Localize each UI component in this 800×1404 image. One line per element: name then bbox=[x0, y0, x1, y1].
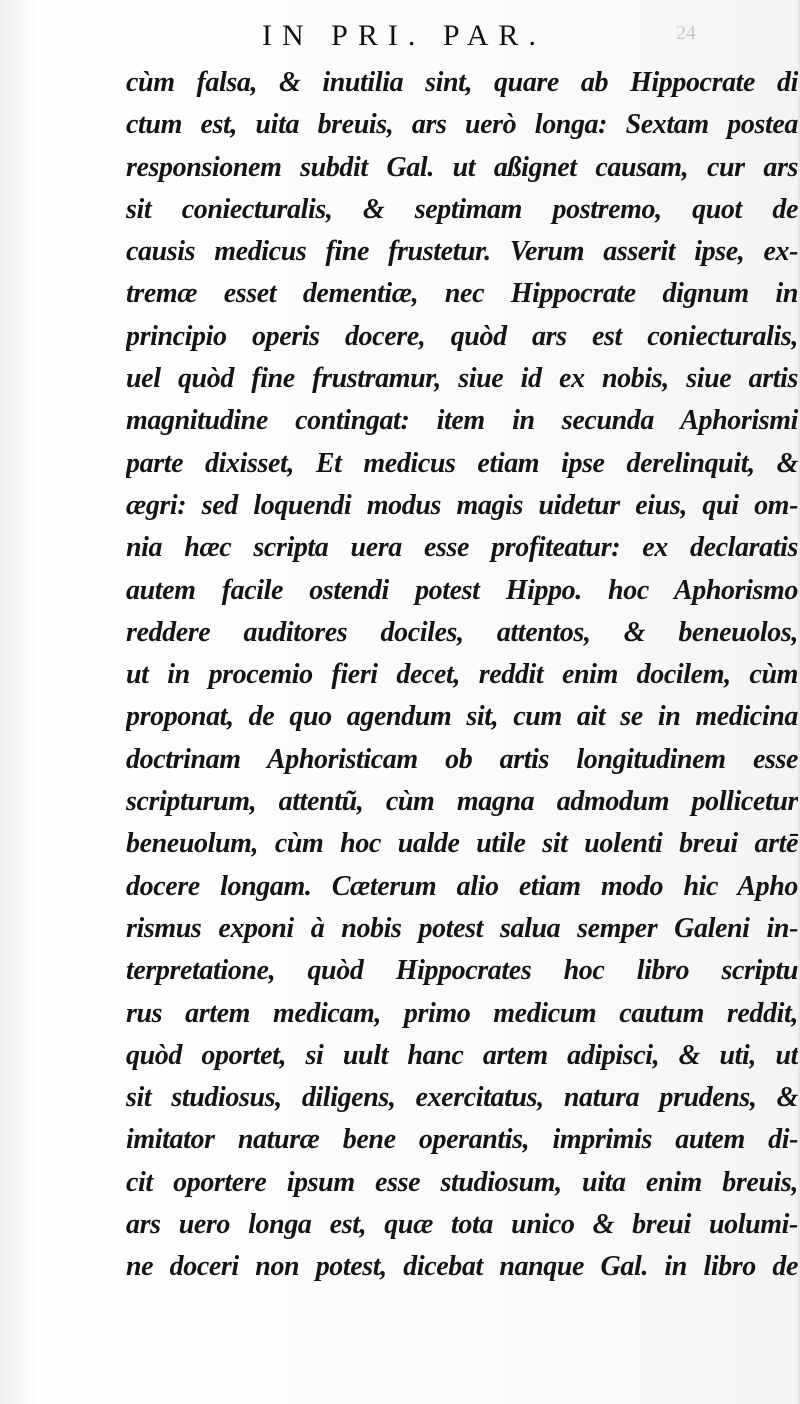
text-line: imitator naturæ bene operantis, imprimis autem di- bbox=[126, 1124, 798, 1156]
running-head: IN PRI. PAR. bbox=[262, 19, 546, 52]
text-line: rus artem medicam, primo medicum cautum reddit, bbox=[126, 997, 798, 1029]
text-line: tremæ esset dementiæ, nec Hippocrate dignum in bbox=[126, 278, 798, 310]
text-line: scripturum, attentũ, cùm magna admodum pollicetur bbox=[126, 786, 798, 818]
text-line: cit oportere ipsum esse studiosum, uita enim breuis, bbox=[126, 1166, 798, 1198]
text-line: autem facile ostendi potest Hippo. hoc Aphorismo bbox=[126, 574, 798, 606]
text-line: sit coniecturalis, & septimam postremo, quot de bbox=[126, 193, 798, 225]
text-line: parte dixisset, Et medicus etiam ipse derelinquit, & bbox=[126, 447, 798, 479]
text-line: proponat, de quo agendum sit, cum ait se in medicina bbox=[126, 701, 798, 733]
gutter-shadow bbox=[0, 0, 40, 1404]
text-line: sit studiosus, diligens, exercitatus, natura prudens, & bbox=[126, 1082, 798, 1114]
text-line: ne doceri non potest, dicebat nanque Gal. in libro de bbox=[126, 1251, 798, 1283]
text-line: terpretatione, quòd Hippocrates hoc libro scriptu bbox=[126, 955, 798, 987]
text-line: quòd oportet, si uult hanc artem adipisci, & uti, ut bbox=[126, 1039, 798, 1071]
text-line: rismus exponi à nobis potest salua semper Galeni in- bbox=[126, 912, 798, 944]
text-line: ut in procemio fieri decet, reddit enim docilem, cùm bbox=[126, 659, 798, 691]
faint-page-number: 24 bbox=[676, 22, 696, 44]
text-line: uel quòd fine frustramur, siue id ex nobis, siue artis bbox=[126, 363, 798, 395]
text-line: beneuolum, cùm hoc ualde utile sit uolenti breui artē bbox=[126, 828, 798, 860]
text-line: nia hæc scripta uera esse profiteatur: ex declaratis bbox=[126, 532, 798, 564]
body-text bbox=[126, 62, 798, 1289]
text-line: magnitudine contingat: item in secunda Aphorismi bbox=[126, 405, 798, 437]
text-line: ars uero longa est, quæ tota unico & breui uolumi- bbox=[126, 1209, 798, 1241]
text-line: cùm falsa, & inutilia sint, quare ab Hippocrate di bbox=[126, 67, 798, 98]
text-line: reddere auditores dociles, attentos, & beneuolos, bbox=[126, 616, 798, 648]
text-line: ctum est, uita breuis, ars uerò longa: Sextam postea bbox=[126, 109, 798, 141]
text-line: responsionem subdit Gal. ut aßignet causam, cur ars bbox=[126, 151, 798, 183]
text-line: causis medicus fine frustetur. Verum asserit ipse, ex- bbox=[126, 236, 798, 268]
text-line: doctrinam Aphoristicam ob artis longitudinem esse bbox=[126, 743, 798, 775]
text-line: docere longam. Cæterum alio etiam modo hic Apho bbox=[126, 870, 798, 902]
text-line: ægri: sed loquendi modus magis uidetur eius, qui om- bbox=[126, 489, 798, 521]
text-line: principio operis docere, quòd ars est coniecturalis, bbox=[126, 320, 798, 352]
